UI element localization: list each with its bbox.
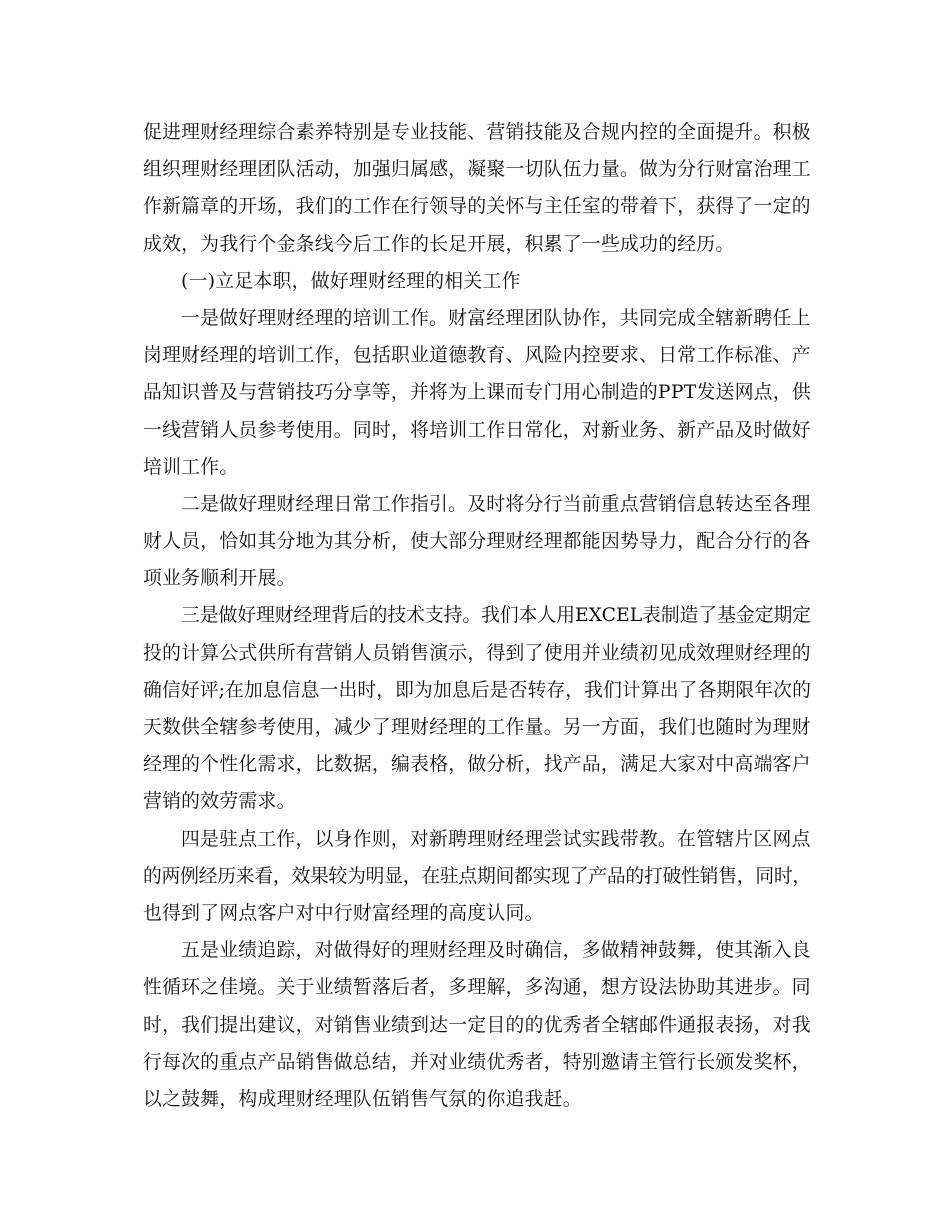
- text-line: 的两例经历来看，效果较为明显，在驻点期间都实现了产品的打破性销售，同时，: [143, 865, 811, 887]
- text-line: 营销的效劳需求。: [143, 791, 296, 813]
- text-line: 作新篇章的开场，我们的工作在行领导的关怀与主任室的带着下，获得了一定的: [143, 196, 811, 218]
- text-line: 项业务顺利开展。: [143, 568, 296, 590]
- text-line: 行每次的重点产品销售做总结，并对业绩优秀者，特别邀请主管行长颁发奖杯，: [143, 1051, 811, 1073]
- text-line: 成效，为我行个金条线今后工作的长足开展，积累了一些成功的经历。: [143, 233, 735, 255]
- text-line: 二是做好理财经理日常工作指引。及时将分行当前重点营销信息转达至各理: [181, 493, 811, 515]
- text-line: 以之鼓舞，构成理财经理队伍销售气氛的你追我赶。: [143, 1088, 582, 1110]
- text-line: 经理的个性化需求，比数据，编表格，做分析，找产品，满足大家对中高端客户: [143, 754, 811, 776]
- text-line: 时，我们提出建议，对销售业绩到达一定目的的优秀者全辖邮件通报表扬，对我: [143, 1014, 811, 1036]
- text-line: 一是做好理财经理的培训工作。财富经理团队协作，共同完成全辖新聘任上: [181, 307, 811, 329]
- text-line: 投的计算公式供所有营销人员销售演示，得到了使用并业绩初见成效理财经理的: [143, 642, 811, 664]
- text-line: (一)立足本职，做好理财经理的相关工作: [181, 270, 521, 292]
- text-line: 也得到了网点客户对中行财富经理的高度认同。: [143, 902, 544, 924]
- text-line: 一线营销人员参考使用。同时，将培训工作日常化，对新业务、新产品及时做好: [143, 419, 811, 441]
- text-line: 财人员，恰如其分地为其分析，使大部分理财经理都能因势导力，配合分行的各: [143, 531, 811, 553]
- text-line: 岗理财经理的培训工作，包括职业道德教育、风险内控要求、日常工作标准、产: [143, 345, 811, 367]
- text-line: 组织理财经理团队活动，加强归属感，凝聚一切队伍力量。做为分行财富治理工: [143, 159, 811, 181]
- text-line: 促进理财经理综合素养特别是专业技能、营销技能及合规内控的全面提升。积极: [143, 122, 811, 143]
- text-line: 五是业绩追踪，对做得好的理财经理及时确信，多做精神鼓舞，使其渐入良: [181, 940, 811, 962]
- text-line: 天数供全辖参考使用，减少了理财经理的工作量。另一方面，我们也随时为理财: [143, 717, 811, 738]
- text-line: 品知识普及与营销技巧分享等，并将为上课而专门用心制造的PPT发送网点，供: [143, 382, 811, 404]
- text-line: 三是做好理财经理背后的技术支持。我们本人用EXCEL表制造了基金定期定: [181, 605, 811, 627]
- document-body: [143, 114, 811, 1118]
- text-line: 四是驻点工作，以身作则，对新聘理财经理尝试实践带教。在管辖片区网点: [181, 828, 811, 850]
- text-line: 性循环之佳境。关于业绩暂落后者，多理解，多沟通，想方设法协助其进步。同: [143, 977, 811, 999]
- text-line: 确信好评;在加息信息一出时，即为加息后是否转存，我们计算出了各期限年次的: [143, 679, 811, 701]
- text-line: 培训工作。: [143, 456, 239, 478]
